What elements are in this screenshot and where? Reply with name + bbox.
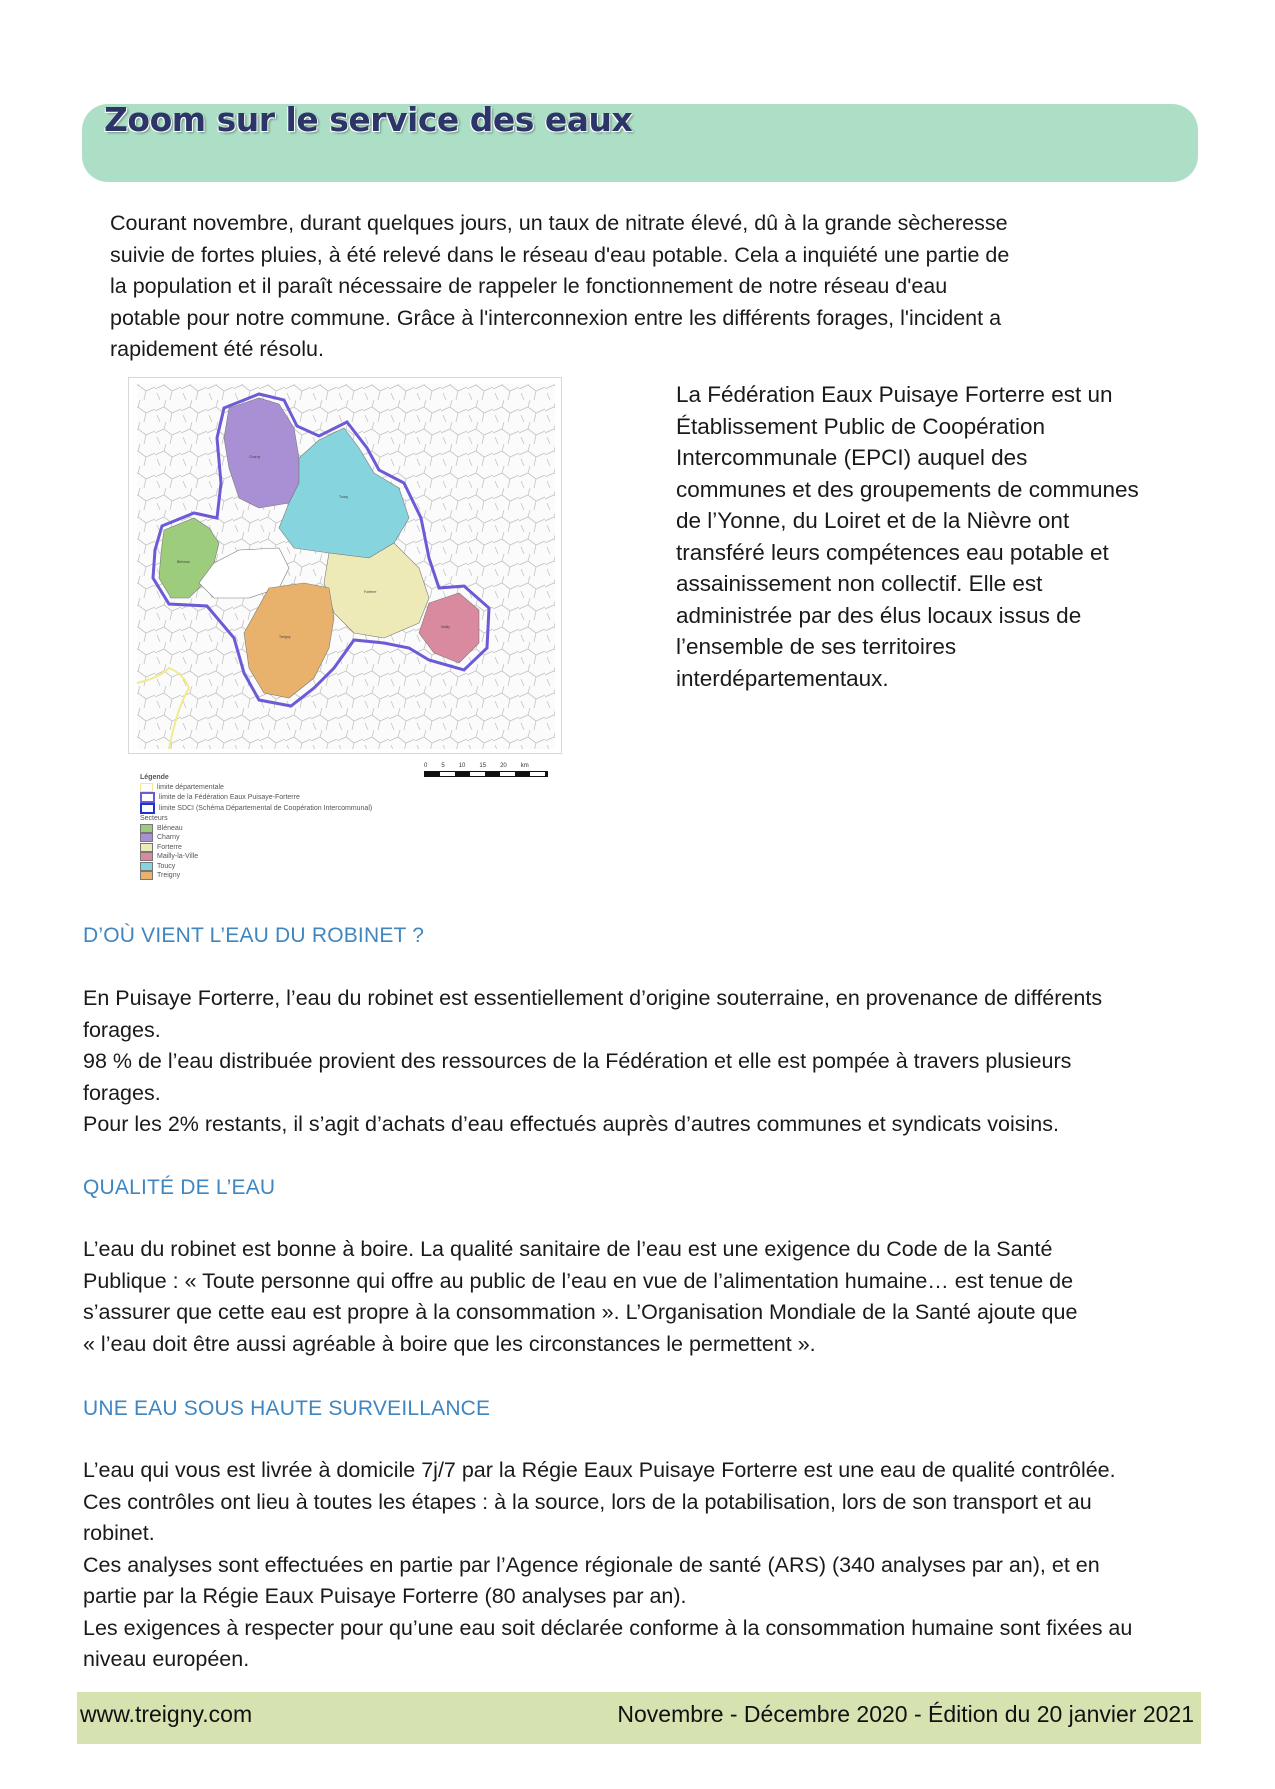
intro-line: potable pour notre commune. Grâce à l'interconnexion entre les différents forages, l'incident a [110,305,1002,330]
svg-text:Bléneau: Bléneau [177,560,190,564]
epci-line: de l’Yonne, du Loiret et de la Nièvre ont [676,508,1070,533]
legend-label: Charny [157,834,180,841]
body-line: L’eau du robinet est bonne à boire. La qualité sanitaire de l’eau est une exigence du Code de la Santé [83,1237,1053,1261]
scale-label: 5 [441,763,445,769]
legend-row [140,862,372,872]
epci-line: communes et des groupements de communes [676,476,1139,502]
legend-swatch [140,803,155,814]
scale-label: 10 [458,763,466,769]
epci-line: transféré leurs compétences eau potable et [676,539,1109,565]
body-line: En Puisaye Forterre, l’eau du robinet est essentiellement d’origine souterraine, en provenance de différents [83,986,1103,1010]
federation-map [128,377,560,890]
legend-swatch [140,833,153,842]
map-graphic [129,378,561,753]
body-line: Ces contrôles ont lieu à toutes les étapes : à la source, lors de la potabilisation, lors de son transport et au [83,1489,1092,1514]
legend-label: Bléneau [157,824,183,832]
page-title: Zoom sur le service des eaux [104,100,633,139]
body-line: « l’eau doit être aussi agréable à boire que les circonstances le permettent ». [83,1331,816,1356]
legend-swatch [140,792,155,803]
svg-text:Charny: Charny [249,455,261,459]
intro-paragraph [110,208,1190,366]
map-legend [140,773,372,881]
legend-title: Légende [140,774,169,781]
map-image [128,377,562,754]
epci-line: Intercommunale (EPCI) auquel des [676,445,1028,470]
body-line: Pour les 2% restants, il s’agit d’achats d’eau effectués auprès d’autres communes et syndicats voisins. [83,1112,1059,1136]
svg-text:Forterre: Forterre [364,590,377,594]
body-line: forages. [83,1017,161,1042]
scale-label: 20 [500,763,507,769]
legend-row [140,852,372,862]
epci-line: administrée par des élus locaux issus de [676,602,1082,628]
body-line: 98 % de l’eau distribuée provient des ressources de la Fédération et elle est pompée à travers plusieurs [83,1049,1072,1073]
legend-row [140,843,372,853]
body-line: robinet. [83,1521,155,1545]
epci-line: interdépartementaux. [676,665,889,691]
legend-label: limite de la Fédération Eaux Puisaye-Forterre [159,793,300,801]
intro-line: rapidement été résolu. [110,337,324,361]
legend-row [140,783,372,793]
legend-label: Mailly-la-Ville [157,853,199,860]
epci-line: l’ensemble de ses territoires [676,634,957,659]
svg-text:Treigny: Treigny [279,635,291,639]
legend-swatch [140,852,153,861]
legend-row [140,803,372,814]
epci-line: La Fédération Eaux Puisaye Forterre est un [676,382,1113,407]
footer-edition: Novembre - Décembre 2020 - Édition du 20 janvier 2021 [617,1701,1194,1727]
body-line: Les exigences à respecter pour qu’une eau soit déclarée conforme à la consommation humaine sont fixées au [83,1615,1133,1640]
legend-row [140,824,372,834]
legend-swatch [140,824,153,833]
svg-text:Toucy: Toucy [339,495,349,499]
intro-line: suivie de fortes pluies, à été relevé dans le réseau d'eau potable. Cela a inquiété une partie de [110,242,1010,267]
legend-swatch [140,862,153,871]
scale-label: km [520,763,529,769]
legend-label: limite SDCI (Schéma Départemental de Coopération Intercommunal) [159,804,373,812]
legend-label: Forterre [157,843,182,851]
legend-row [140,833,372,843]
body-line: s’assurer que cette eau est propre à la consommation ». L’Organisation Mondiale de la Santé ajoute que [83,1300,1078,1324]
body-line: partie par la Régie Eaux Puisaye Forterre (80 analyses par an). [83,1584,687,1608]
legend-sectors-title: Secteurs [140,815,168,822]
body-line: Publique : « Toute personne qui offre au public de l’eau en vue de l’alimentation humaine… est tenue de [83,1268,1074,1293]
section-heading-origin: D’OÙ VIENT L’EAU DU ROBINET ? [83,924,425,947]
section-heading-quality: QUALITÉ DE L’EAU [83,1176,276,1199]
scale-label: 15 [479,763,487,769]
section-body-origin [83,983,1203,1141]
body-line: niveau européen. [83,1647,250,1671]
body-line: L’eau qui vous est livrée à domicile 7j/7 par la Régie Eaux Puisaye Forterre est une eau de qualité contrôlée. [83,1458,1116,1482]
epci-line: Établissement Public de Coopération [676,413,1045,439]
legend-swatch [140,783,153,792]
legend-label: Treigny [157,872,181,879]
legend-label: Toucy [157,862,176,870]
scale-label: 0 [424,763,428,769]
map-scale [424,763,548,777]
section-heading-surveillance: UNE EAU SOUS HAUTE SURVEILLANCE [83,1397,491,1420]
legend-label: limite départementale [157,783,224,791]
section-body-quality [83,1234,1203,1360]
legend-row [140,792,372,803]
epci-line: assainissement non collectif. Elle est [676,571,1043,596]
legend-row [140,871,372,881]
section-body-surveillance [83,1455,1203,1676]
footer-website-link[interactable]: www.treigny.com [80,1701,253,1727]
legend-swatch [140,871,153,880]
intro-line: la population et il paraît nécessaire de rappeler le fonctionnement de notre réseau d'eau [110,274,948,298]
body-line: Ces analyses sont effectuées en partie par l’Agence régionale de santé (ARS) (340 analyses par an), et en [83,1552,1100,1577]
legend-swatch [140,843,153,852]
body-line: forages. [83,1080,161,1105]
svg-text:Mailly: Mailly [441,625,450,629]
epci-paragraph [676,379,1206,694]
intro-line: Courant novembre, durant quelques jours, un taux de nitrate élevé, dû à la grande sècheresse [110,211,1008,235]
